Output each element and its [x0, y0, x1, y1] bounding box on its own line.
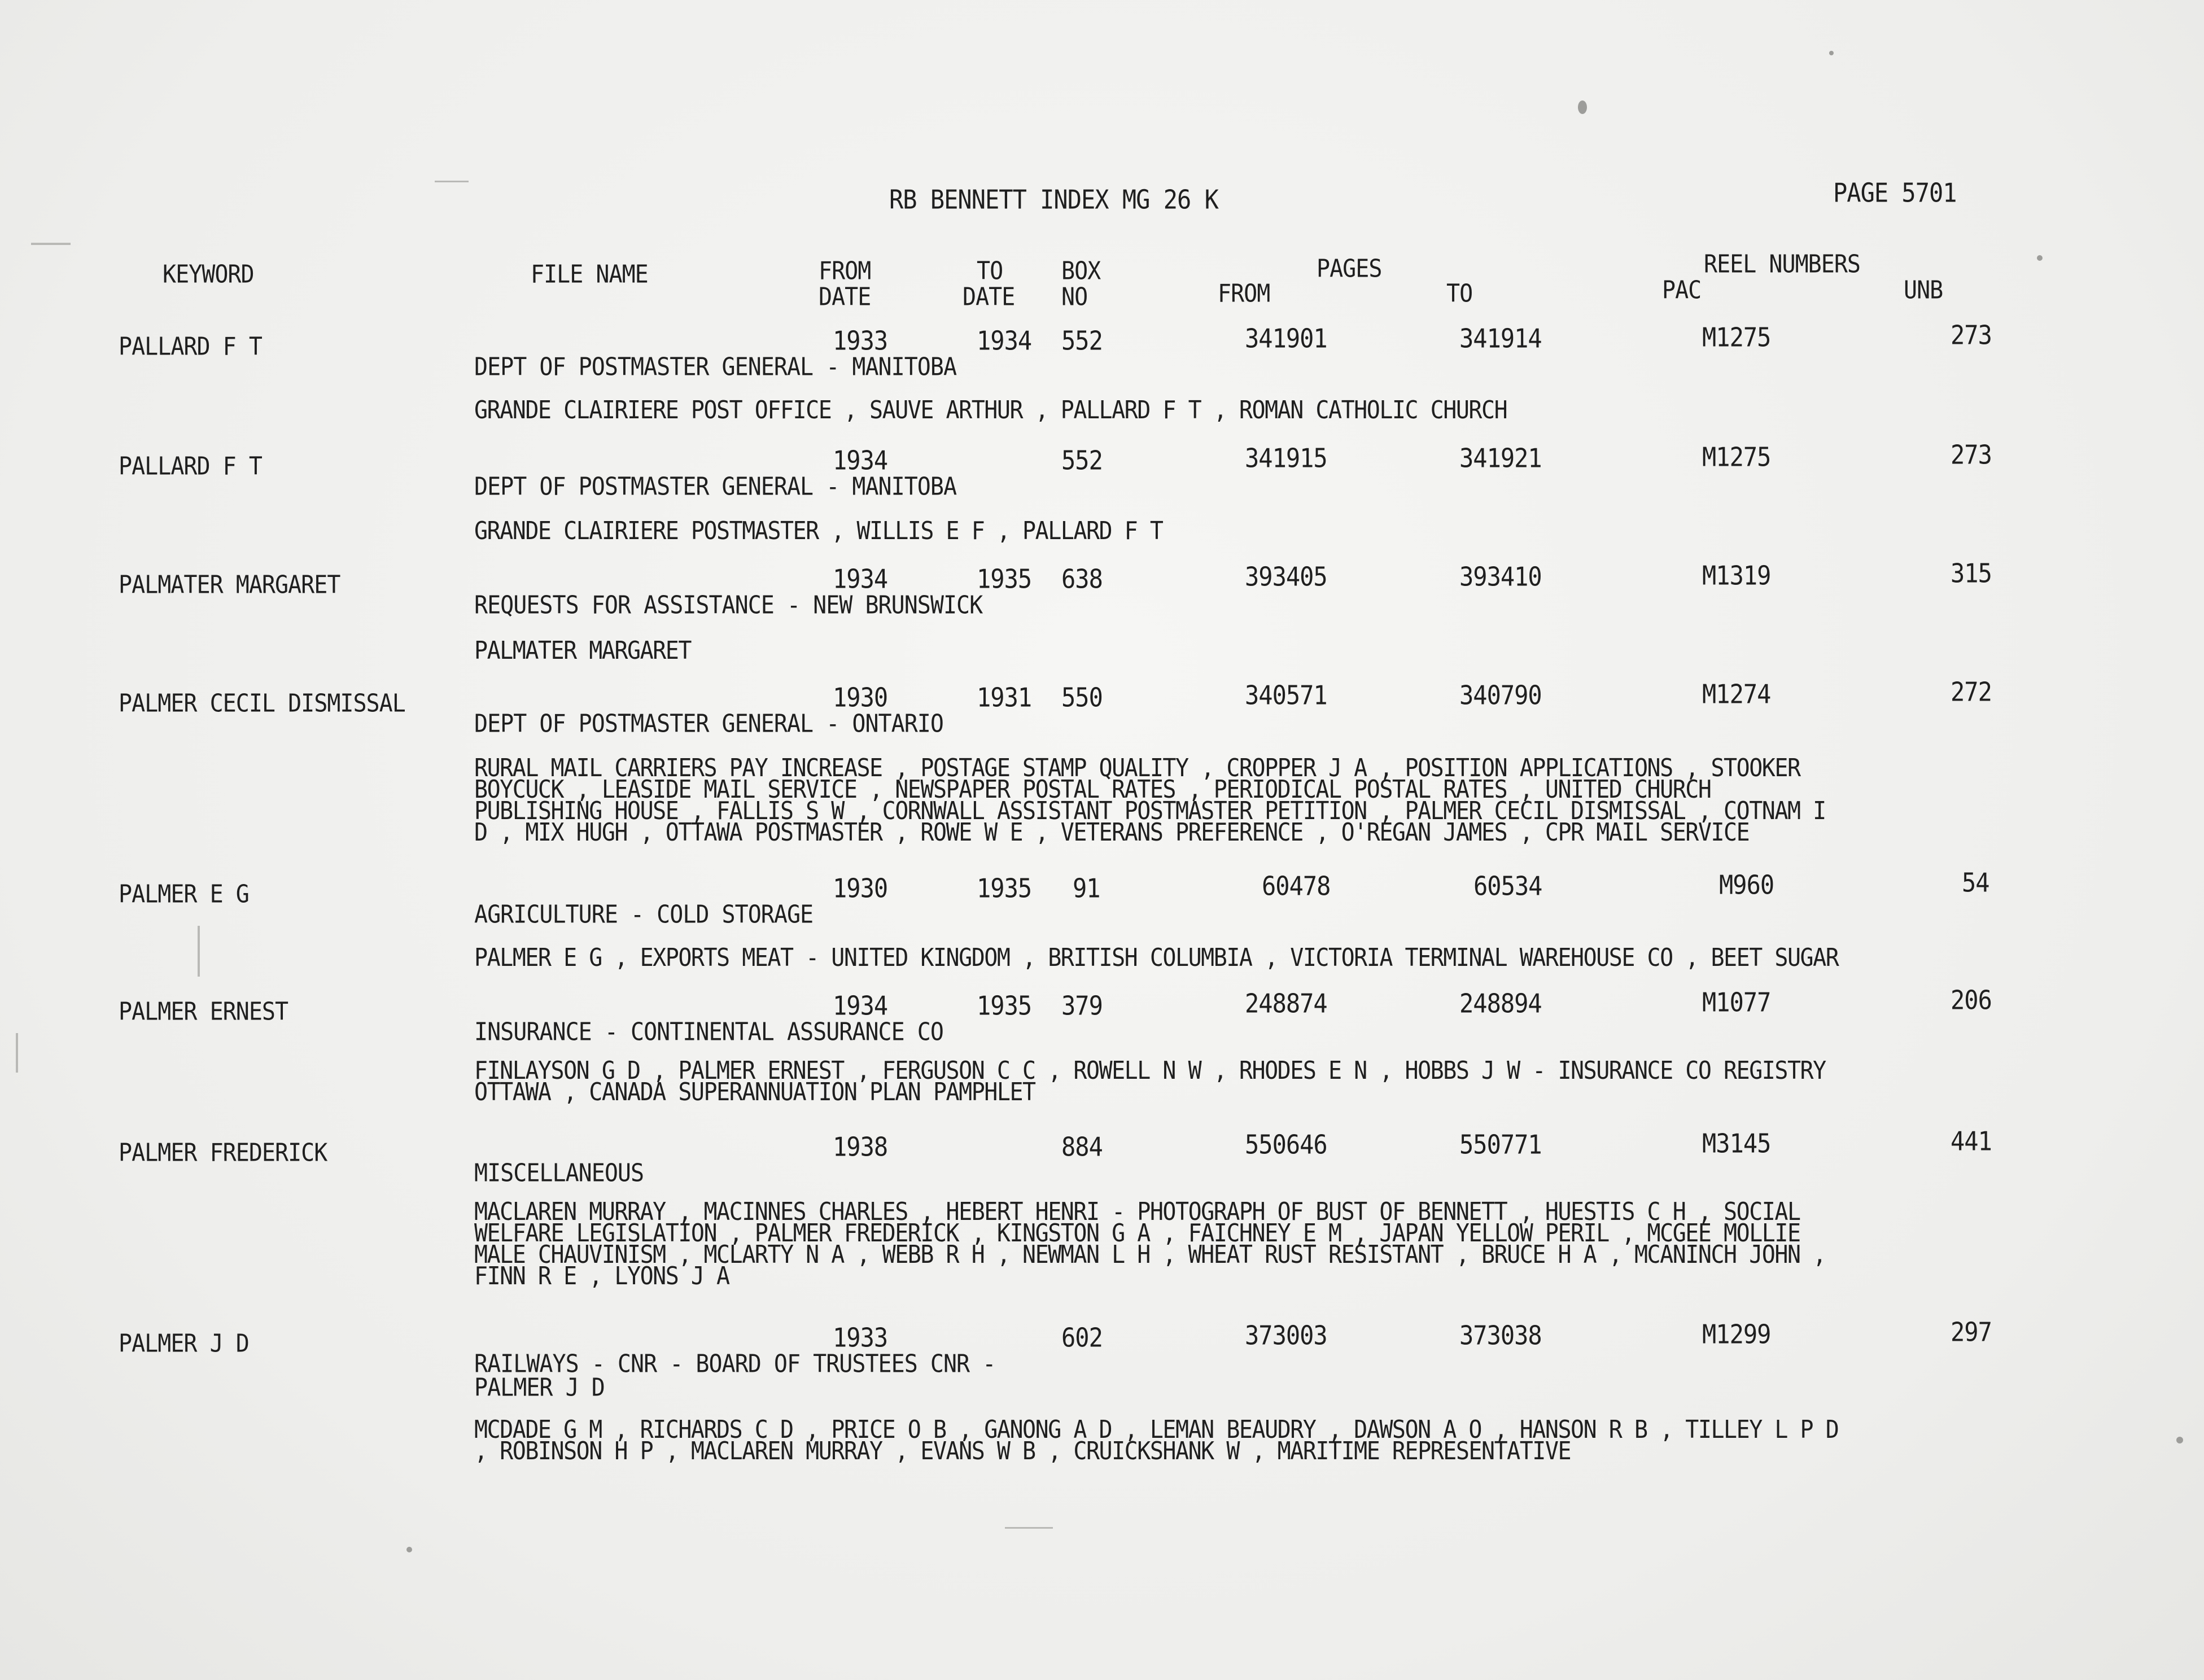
entry-description-line: MACLAREN MURRAY , MACINNES CHARLES , HEBERT HENRI - PHOTOGRAPH OF BUST OF BENNETT , HUESTIS C H , SOCIAL — [474, 1197, 1800, 1227]
entry-file-name: MISCELLANEOUS — [474, 1158, 644, 1188]
entry-box: 638 — [1061, 563, 1103, 594]
entry-page-to: 248894 — [1459, 988, 1542, 1019]
entry-from-date: 1934 — [833, 445, 888, 476]
col-from-date-line2: DATE — [819, 282, 871, 312]
scan-spot — [2176, 1437, 2183, 1443]
entry-file-name: INSURANCE - CONTINENTAL ASSURANCE CO — [474, 1017, 943, 1047]
entry-from-date: 1938 — [833, 1131, 888, 1162]
entry-keyword: PALMER ERNEST — [119, 997, 288, 1026]
col-file-name: FILE NAME — [531, 260, 648, 289]
entry-pac-reel: M1077 — [1702, 987, 1771, 1018]
scan-spot — [1578, 100, 1587, 114]
col-pac: PAC — [1662, 275, 1702, 305]
entry-to-date: 1934 — [977, 325, 1032, 356]
entry-page-from: 341915 — [1245, 443, 1327, 474]
col-box-line2: NO — [1061, 282, 1088, 312]
entry-pac-reel: M1299 — [1702, 1319, 1771, 1350]
scan-mark — [198, 926, 200, 977]
entry-file-name: DEPT OF POSTMASTER GENERAL - ONTARIO — [474, 709, 943, 738]
col-keyword: KEYWORD — [163, 260, 254, 289]
entry-unb-reel: 315 — [1951, 558, 1992, 589]
entry-keyword: PALLARD F T — [119, 332, 262, 361]
entry-page-to: 393410 — [1459, 561, 1542, 592]
entry-keyword: PALMER FREDERICK — [119, 1138, 327, 1167]
entry-pac-reel: M1319 — [1702, 560, 1771, 591]
entry-to-date: 1935 — [977, 990, 1032, 1021]
entry-unb-reel: 54 — [1962, 867, 1989, 898]
entry-page-from: 393405 — [1245, 561, 1327, 592]
scan-mark — [435, 181, 469, 182]
entry-description-line: MALE CHAUVINISM , MCLARTY N A , WEBB R H , NEWMAN L H , WHEAT RUST RESISTANT , BRUCE H A , MCANINCH JOHN , — [474, 1240, 1826, 1270]
entry-box: 552 — [1061, 325, 1103, 356]
scan-spot — [406, 1547, 412, 1552]
col-pages-from: FROM — [1218, 279, 1270, 308]
entry-unb-reel: 297 — [1951, 1316, 1992, 1348]
entry-file-name: REQUESTS FOR ASSISTANCE - NEW BRUNSWICK — [474, 590, 983, 620]
entry-keyword: PALMATER MARGARET — [119, 570, 340, 600]
entry-page-to: 341921 — [1459, 443, 1542, 474]
entry-page-from: 341901 — [1245, 323, 1327, 354]
entry-page-from: 340571 — [1245, 680, 1327, 711]
entry-box: 552 — [1061, 445, 1103, 476]
entry-file-name: AGRICULTURE - COLD STORAGE — [474, 900, 814, 929]
entry-keyword: PALMER CECIL DISMISSAL — [119, 689, 405, 718]
entry-box: 550 — [1061, 682, 1103, 713]
entry-unb-reel: 273 — [1951, 439, 1992, 470]
entry-description-line: GRANDE CLAIRIERE POST OFFICE , SAUVE ARTHUR , PALLARD F T , ROMAN CATHOLIC CHURCH — [474, 396, 1507, 425]
entry-to-date: 1935 — [977, 873, 1032, 904]
entry-description-line: OTTAWA , CANADA SUPERANNUATION PLAN PAMPHLET — [474, 1078, 1035, 1107]
index-title: RB BENNETT INDEX MG 26 K — [889, 184, 1218, 215]
entry-from-date: 1933 — [833, 1322, 888, 1353]
entry-from-date: 1930 — [833, 873, 888, 904]
entry-unb-reel: 273 — [1951, 320, 1992, 351]
entry-description-line: MCDADE G M , RICHARDS C D , PRICE O B , GANONG A D , LEMAN BEAUDRY , DAWSON A O , HANSON R B , TILLEY L P D — [474, 1415, 1839, 1445]
entry-to-date: 1931 — [977, 682, 1032, 713]
entry-pac-reel: M1275 — [1702, 322, 1771, 353]
scan-spot — [1829, 51, 1834, 55]
entry-file-name: RAILWAYS - CNR - BOARD OF TRUSTEES CNR - — [474, 1349, 996, 1379]
col-to-date-line1: TO — [977, 256, 1003, 286]
entry-page-from: 373003 — [1245, 1320, 1327, 1351]
entry-keyword: PALMER J D — [119, 1329, 249, 1358]
entry-file-name: DEPT OF POSTMASTER GENERAL - MANITOBA — [474, 352, 957, 382]
col-pages: PAGES — [1317, 254, 1382, 283]
entry-description-line: PALMATER MARGARET — [474, 636, 691, 666]
entry-box: 379 — [1061, 990, 1103, 1021]
scan-mark — [16, 1033, 18, 1073]
entry-unb-reel: 441 — [1951, 1126, 1992, 1157]
entry-page-from: 248874 — [1245, 988, 1327, 1019]
entry-description-line: GRANDE CLAIRIERE POSTMASTER , WILLIS E F , PALLARD F T — [474, 517, 1163, 546]
entry-description-line: D , MIX HUGH , OTTAWA POSTMASTER , ROWE W E , VETERANS PREFERENCE , O'REGAN JAMES , CPR MAIL SERVICE — [474, 818, 1750, 847]
entry-from-date: 1934 — [833, 563, 888, 594]
entry-pac-reel: M3145 — [1702, 1128, 1771, 1159]
entry-to-date: 1935 — [977, 563, 1032, 594]
entry-from-date: 1933 — [833, 325, 888, 356]
scan-mark — [1005, 1527, 1053, 1529]
entry-page-to: 340790 — [1459, 680, 1542, 711]
col-pages-to: TO — [1446, 279, 1473, 308]
col-reel-numbers: REEL NUMBERS — [1704, 250, 1860, 279]
entry-page-from: 60478 — [1262, 870, 1331, 902]
entry-page-to: 341914 — [1459, 323, 1542, 354]
entry-from-date: 1934 — [833, 990, 888, 1021]
entry-box: 91 — [1073, 873, 1100, 904]
entry-description-line: WELFARE LEGISLATION , PALMER FREDERICK , KINGSTON G A , FAICHNEY E M , JAPAN YELLOW PERIL , MCGEE MOLLIE — [474, 1219, 1800, 1248]
entry-description-line: BOYCUCK , LEASIDE MAIL SERVICE , NEWSPAPER POSTAL RATES , PERIODICAL POSTAL RATES , UNITED CHURCH — [474, 775, 1711, 804]
entry-unb-reel: 272 — [1951, 676, 1992, 707]
col-unb: UNB — [1904, 275, 1943, 305]
entry-pac-reel: M1274 — [1702, 679, 1771, 710]
entry-description-line: FINN R E , LYONS J A — [474, 1262, 729, 1291]
entry-file-name: DEPT OF POSTMASTER GENERAL - MANITOBA — [474, 472, 957, 501]
entry-keyword: PALMER E G — [119, 880, 249, 909]
col-box-line1: BOX — [1061, 256, 1101, 286]
entry-box: 602 — [1061, 1322, 1103, 1353]
entry-description-line: PUBLISHING HOUSE , FALLIS S W , CORNWALL ASSISTANT POSTMASTER PETITION , PALMER CECIL DISMISSAL , COTNAM I — [474, 797, 1826, 826]
entry-box: 884 — [1061, 1131, 1103, 1162]
col-to-date-line2: DATE — [963, 282, 1015, 312]
entry-page-from: 550646 — [1245, 1129, 1327, 1160]
col-from-date-line1: FROM — [819, 256, 871, 286]
entry-description-line: PALMER E G , EXPORTS MEAT - UNITED KINGDOM , BRITISH COLUMBIA , VICTORIA TERMINAL WAREHOUSE CO , BEET SUGAR — [474, 943, 1839, 973]
scan-mark — [31, 243, 71, 245]
entry-keyword: PALLARD F T — [119, 452, 262, 481]
scan-spot — [2037, 255, 2043, 261]
entry-page-to: 550771 — [1459, 1129, 1542, 1160]
entry-unb-reel: 206 — [1951, 985, 1992, 1016]
entry-from-date: 1930 — [833, 682, 888, 713]
entry-pac-reel: M960 — [1719, 869, 1774, 900]
entry-description-line: RURAL MAIL CARRIERS PAY INCREASE , POSTAGE STAMP QUALITY , CROPPER J A , POSITION APPLICATIONS , STOOKER — [474, 754, 1800, 783]
entry-page-to: 373038 — [1459, 1320, 1542, 1351]
entry-file-name-continued: PALMER J D — [474, 1373, 605, 1402]
entry-description-line: , ROBINSON H P , MACLAREN MURRAY , EVANS W B , CRUICKSHANK W , MARITIME REPRESENTATIVE — [474, 1437, 1571, 1466]
page-number: PAGE 5701 — [1833, 177, 1957, 208]
entry-description-line: FINLAYSON G D , PALMER ERNEST , FERGUSON C C , ROWELL N W , RHODES E N , HOBBS J W - INSURANCE CO REGISTRY — [474, 1056, 1826, 1086]
entry-pac-reel: M1275 — [1702, 441, 1771, 473]
entry-page-to: 60534 — [1473, 870, 1542, 902]
